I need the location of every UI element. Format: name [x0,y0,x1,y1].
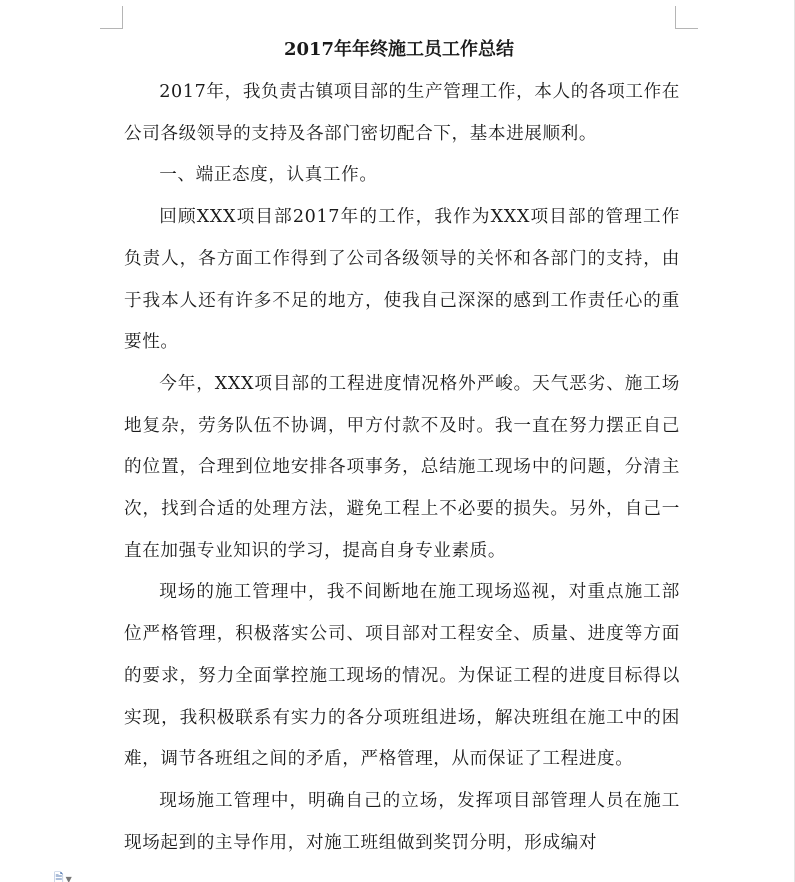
margin-corner-top-left [100,6,123,29]
margin-corner-top-right [675,6,698,29]
paragraph-anchor[interactable] [54,869,72,882]
paragraph: 现场施工管理中，明确自己的立场，发挥项目部管理人员在施工现场起到的主导作用，对施工班组做到奖罚分明，形成编对 [124,790,680,853]
paragraph: 回顾XXX项目部2017年的工作，我作为XXX项目部的管理工作负责人，各方面工作得到了公司各级领导的关怀和各部门的支持，由于我本人还有许多不足的地方，使我自己深深的感到工作责任心的重要性。 [124,207,680,353]
paragraph: 现场的施工管理中，我不间断地在施工现场巡视，对重点施工部位严格管理，积极落实公司、项目部对工程安全、质量、进度等方面的要求，努力全面掌控施工现场的情况。为保证工程的进度目标得以实现，我积极联系有实力的各分项班组进场，解决班组在施工中的困难，调节各班组之间的矛盾，严格管理，从而保证了工程进度。 [124,582,680,770]
paragraph: 2017年，我负责古镇项目部的生产管理工作，本人的各项工作在公司各级领导的支持及各部门密切配合下，基本进展顺利。 [124,82,680,144]
document-body[interactable] [124,32,680,864]
chevron-down-icon: ▼ [65,875,72,882]
section-heading: 一、端正态度，认真工作。 [159,165,378,186]
paragraph-anchor-icon: 🗎 [54,871,64,882]
paragraph: 今年，XXX项目部的工程进度情况格外严峻。天气恶劣、施工场地复杂，劳务队伍不协调，甲方付款不及时。我一直在努力摆正自己的位置，合理到位地安排各项事务，总结施工现场中的问题，分清主次，找到合适的处理方法，避免工程上不必要的损失。另外，自己一直在加强专业知识的学习，提高自身专业素质。 [124,373,680,561]
document-title: 2017年年终施工员工作总结 [283,39,515,60]
